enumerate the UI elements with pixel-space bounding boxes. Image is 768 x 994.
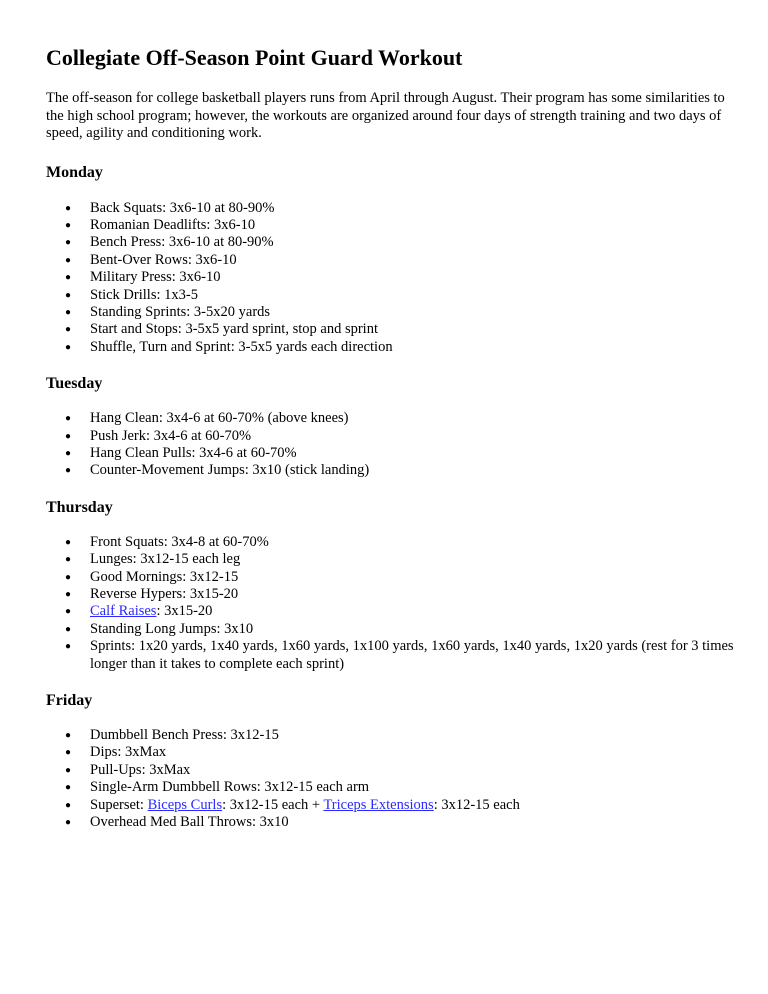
list-item: ● Lunges: 3x12-15 each leg [65,551,241,568]
bullet-icon: ● [65,324,72,336]
list-item: ● Standing Sprints: 3-5x20 yards [65,303,271,320]
triceps-extensions-link[interactable]: Triceps Extensions [323,796,434,813]
bullet-icon: ● [65,782,72,794]
list-item: ● Push Jerk: 3x4-6 at 60-70% [65,427,252,444]
bullet-icon: ● [65,254,72,266]
bullet-icon: ● [65,589,72,600]
bullet-icon: ● [65,817,72,829]
list-item: ● Hang Clean: 3x4-6 at 60-70% (above knees) [65,410,349,427]
section-heading-monday: Monday [46,163,103,181]
bullet-icon: ● [65,730,72,742]
section-heading-thursday: Thursday [46,498,113,516]
list-item: ● Pull-Ups: 3xMax [65,761,191,778]
list-item: ● Superset: Biceps Curls: 3x12-15 each + Triceps Extensions: 3x12-15 each [65,796,520,813]
list-item: ● Reverse Hypers: 3x15-20 [65,586,239,602]
bullet-icon: ● [65,465,72,477]
bullet-icon: ● [65,202,72,214]
exercise-list-monday [46,200,736,357]
list-item: ● Front Squats: 3x4-8 at 60-70% [65,533,269,550]
bullet-icon: ● [65,272,72,284]
bullet-icon: ● [65,764,72,776]
list-item: ● Military Press: 3x6-10 [65,269,221,286]
exercise-list-friday [46,727,736,831]
bullet-icon: ● [65,219,72,231]
bullet-icon: ● [65,341,72,353]
section-heading-friday: Friday [46,692,93,710]
bullet-icon: ● [65,623,72,635]
bullet-icon: ● [65,289,72,301]
list-item: ● Shuffle, Turn and Sprint: 3-5x5 yards each direction [65,338,393,355]
biceps-curls-link[interactable]: Biceps Curls [147,796,223,813]
list-item: ● Stick Drills: 1x3-5 [65,286,198,303]
bullet-icon: ● [65,799,72,811]
bullet-icon: ● [65,641,72,653]
list-item: ● Bench Press: 3x6-10 at 80-90% [65,234,274,251]
bullet-icon: ● [65,306,72,318]
calf-raises-link[interactable]: Calf Raises [90,603,157,620]
bullet-icon: ● [65,447,72,459]
list-item: ● Single-Arm Dumbbell Rows: 3x12-15 each arm [65,779,370,796]
list-item: ● Back Squats: 3x6-10 at 80-90% [65,199,275,216]
document-page [46,0,736,831]
exercise-list-tuesday [46,410,736,480]
bullet-icon: ● [65,571,72,583]
page-title: Collegiate Off-Season Point Guard Workout [46,45,463,70]
list-item: ● Dumbbell Bench Press: 3x12-15 [65,727,279,744]
bullet-icon: ● [65,554,72,566]
list-item: ● Dips: 3xMax [65,744,167,761]
list-item: ● Bent-Over Rows: 3x6-10 [65,251,237,268]
bullet-icon: ● [65,237,72,249]
list-item: ● Start and Stops: 3-5x5 yard sprint, stop and sprint [65,321,378,338]
exercise-list-thursday [46,534,736,673]
list-item: ● Sprints: 1x20 yards, 1x40 yards, 1x60 yards, 1x100 yards, 1x60 yards, 1x40 yards, 1x20 yards (rest for 3 times longer than it takes to complete each sprint) [65,638,734,672]
bullet-icon: ● [65,606,72,618]
bullet-icon: ● [65,747,72,759]
list-item: ● Overhead Med Ball Throws: 3x10 [65,814,289,831]
intro-paragraph: The off-season for college basketball players runs from April through August. Their program has some similarities to the high school program; however, the workouts are organized around four days of strength training and two days of speed, agility and conditioning work. [46,90,725,141]
section-heading-tuesday: Tuesday [46,375,103,393]
list-item: ● Good Mornings: 3x12-15 [65,568,239,585]
list-item: ● Counter-Movement Jumps: 3x10 (stick landing) [65,462,370,479]
bullet-icon: ● [65,430,72,442]
bullet-icon: ● [65,536,72,548]
list-item: ● Hang Clean Pulls: 3x4-6 at 60-70% [65,444,297,461]
list-item: ● Romanian Deadlifts: 3x6-10 [65,216,256,233]
bullet-icon: ● [65,413,72,425]
list-item: ● Calf Raises: 3x15-20 [65,603,213,620]
list-item: ● Standing Long Jumps: 3x10 [65,620,254,637]
